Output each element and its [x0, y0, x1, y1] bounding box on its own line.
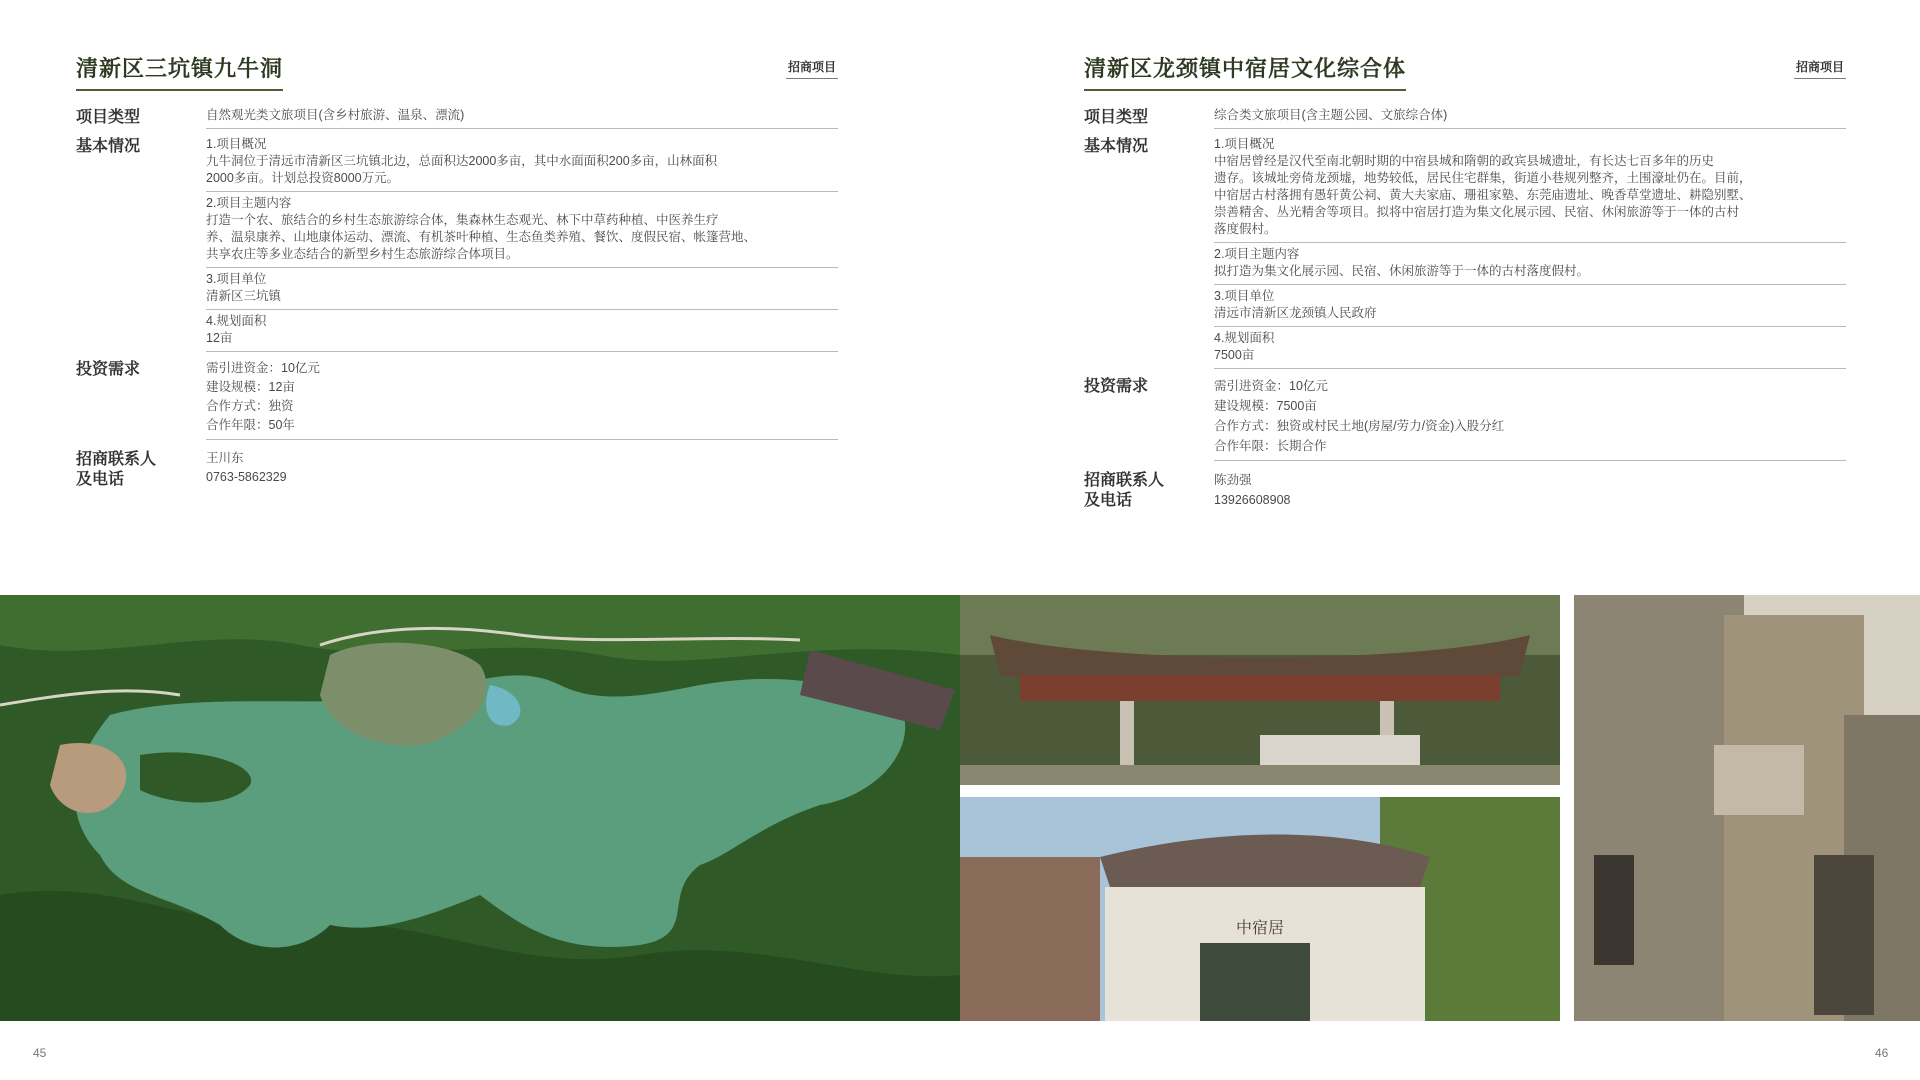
investment-block — [1214, 373, 1846, 461]
page-number-right: 46 — [1875, 1046, 1889, 1060]
overview-text: 崇善精舍、丛光精舍等项目。拟将中宿居打造为集文化展示园、民宿、休闲旅游等于一体的古村 — [1214, 205, 1740, 219]
investment-item: 合作方式：独资或村民土地(房屋/劳力/资金)入股分红 — [1214, 419, 1505, 433]
theme-heading: 2.项目主题内容 — [1214, 247, 1300, 261]
investment-label: 投资需求 — [76, 359, 141, 378]
contact-row — [1084, 467, 1846, 514]
project-type-row — [1084, 104, 1846, 129]
contact-label: 招商联系人 及电话 — [76, 449, 157, 488]
theme-text: 养、温泉康养、山地康体运动、漂流、有机茶叶种植、生态鱼类养殖、餐饮、度假民宿、帐篷营地、 — [206, 230, 757, 244]
old-street-illustration — [1574, 595, 1920, 1021]
village-gate-illustration — [960, 797, 1560, 1021]
area-heading: 4.规划面积 — [206, 314, 267, 328]
old-street-photo — [1574, 595, 1920, 1021]
gate-sign-text: 中宿居 — [1235, 918, 1285, 937]
contact-phone: 0763-5862329 — [206, 470, 287, 484]
project-type-value: 综合类文旅项目(含主题公园、文旅综合体) — [1214, 104, 1846, 129]
investment-item: 合作年限：长期合作 — [1214, 439, 1327, 453]
contact-block — [1214, 467, 1846, 514]
aerial-lake-photo — [0, 595, 960, 1021]
contact-label: 招商联系人 及电话 — [1084, 470, 1165, 509]
theme-block — [206, 192, 838, 268]
overview-text: 中宿居曾经是汉代至南北朝时期的中宿县城和隋朝的政宾县城遗址，有长达七百多年的历史 — [1214, 154, 1715, 168]
investment-item: 需引进资金：10亿元 — [1214, 379, 1328, 393]
investment-row — [1084, 373, 1846, 461]
basic-info-label: 基本情况 — [76, 136, 141, 155]
unit-block — [206, 268, 838, 310]
overview-block — [206, 133, 838, 192]
unit-heading: 3.项目单位 — [1214, 289, 1275, 303]
theme-text: 共享农庄等多业态结合的新型乡村生态旅游综合体项目。 — [206, 247, 519, 261]
overview-text: 遗存。该城址旁倚龙颈墟，地势较低，居民住宅群集，街道小巷规列整齐，土围濠址仍在。目前， — [1214, 171, 1752, 185]
project-title: 清新区三坑镇九牛洞 — [76, 52, 283, 91]
unit-block — [1214, 285, 1846, 327]
overview-text: 2000多亩。计划总投资8000万元。 — [206, 171, 400, 185]
area-heading: 4.规划面积 — [1214, 331, 1275, 345]
overview-block — [1214, 133, 1846, 243]
investment-label: 投资需求 — [1084, 376, 1149, 395]
pavilion-photo — [960, 595, 1560, 785]
project-header — [76, 52, 838, 92]
contact-name: 陈劲强 — [1214, 473, 1252, 487]
investment-item: 建设规模：12亩 — [206, 380, 295, 394]
contact-name: 王川东 — [206, 451, 244, 465]
investment-block — [206, 356, 838, 440]
overview-text: 九牛洞位于清远市清新区三坑镇北边，总面积达2000多亩，其中水面面积200多亩，山林面积 — [206, 154, 718, 168]
investment-item: 合作年限：50年 — [206, 418, 295, 432]
area-text: 12亩 — [206, 331, 233, 345]
project-type-row — [76, 104, 838, 129]
investment-tag: 招商项目 — [1794, 58, 1846, 79]
unit-text: 清新区三坑镇 — [206, 289, 282, 303]
area-block — [206, 310, 838, 352]
page-number-left: 45 — [33, 1046, 47, 1060]
basic-info-row — [1084, 133, 1846, 369]
overview-text: 中宿居古村落拥有愚轩黄公祠、黄大夫家庙、珊祖家塾、东莞庙遗址、晚香草堂遗址、耕隐别墅、 — [1214, 188, 1752, 202]
project-type-label: 项目类型 — [76, 107, 141, 126]
unit-heading: 3.项目单位 — [206, 272, 267, 286]
investment-item: 需引进资金：10亿元 — [206, 361, 320, 375]
basic-info-row — [76, 133, 838, 352]
investment-item: 合作方式：独资 — [206, 399, 294, 413]
investment-item: 建设规模：7500亩 — [1214, 399, 1317, 413]
aerial-lake-illustration — [0, 595, 960, 1021]
area-block — [1214, 327, 1846, 369]
project-header — [1084, 52, 1846, 92]
pavilion-illustration — [960, 595, 1560, 785]
contact-row — [76, 446, 838, 491]
overview-text: 落度假村。 — [1214, 222, 1277, 236]
project-type-value: 自然观光类文旅项目(含乡村旅游、温泉、漂流) — [206, 104, 838, 129]
project-type-label: 项目类型 — [1084, 107, 1149, 126]
project-panel-jiuniudong — [76, 52, 838, 491]
theme-block — [1214, 243, 1846, 285]
contact-phone: 13926608908 — [1214, 493, 1291, 507]
theme-text: 拟打造为集文化展示园、民宿、休闲旅游等于一体的古村落度假村。 — [1214, 264, 1590, 278]
village-gate-photo — [960, 797, 1560, 1021]
investment-row — [76, 356, 838, 440]
project-title: 清新区龙颈镇中宿居文化综合体 — [1084, 52, 1406, 91]
theme-heading: 2.项目主题内容 — [206, 196, 292, 210]
contact-block — [206, 446, 838, 491]
project-panel-zhongsuju — [1084, 52, 1846, 514]
theme-text: 打造一个农、旅结合的乡村生态旅游综合体，集森林生态观光、林下中草药种植、中医养生疗 — [206, 213, 719, 227]
overview-heading: 1.项目概况 — [1214, 137, 1275, 151]
unit-text: 清远市清新区龙颈镇人民政府 — [1214, 306, 1377, 320]
overview-heading: 1.项目概况 — [206, 137, 267, 151]
investment-tag: 招商项目 — [786, 58, 838, 79]
area-text: 7500亩 — [1214, 348, 1255, 362]
basic-info-label: 基本情况 — [1084, 136, 1149, 155]
